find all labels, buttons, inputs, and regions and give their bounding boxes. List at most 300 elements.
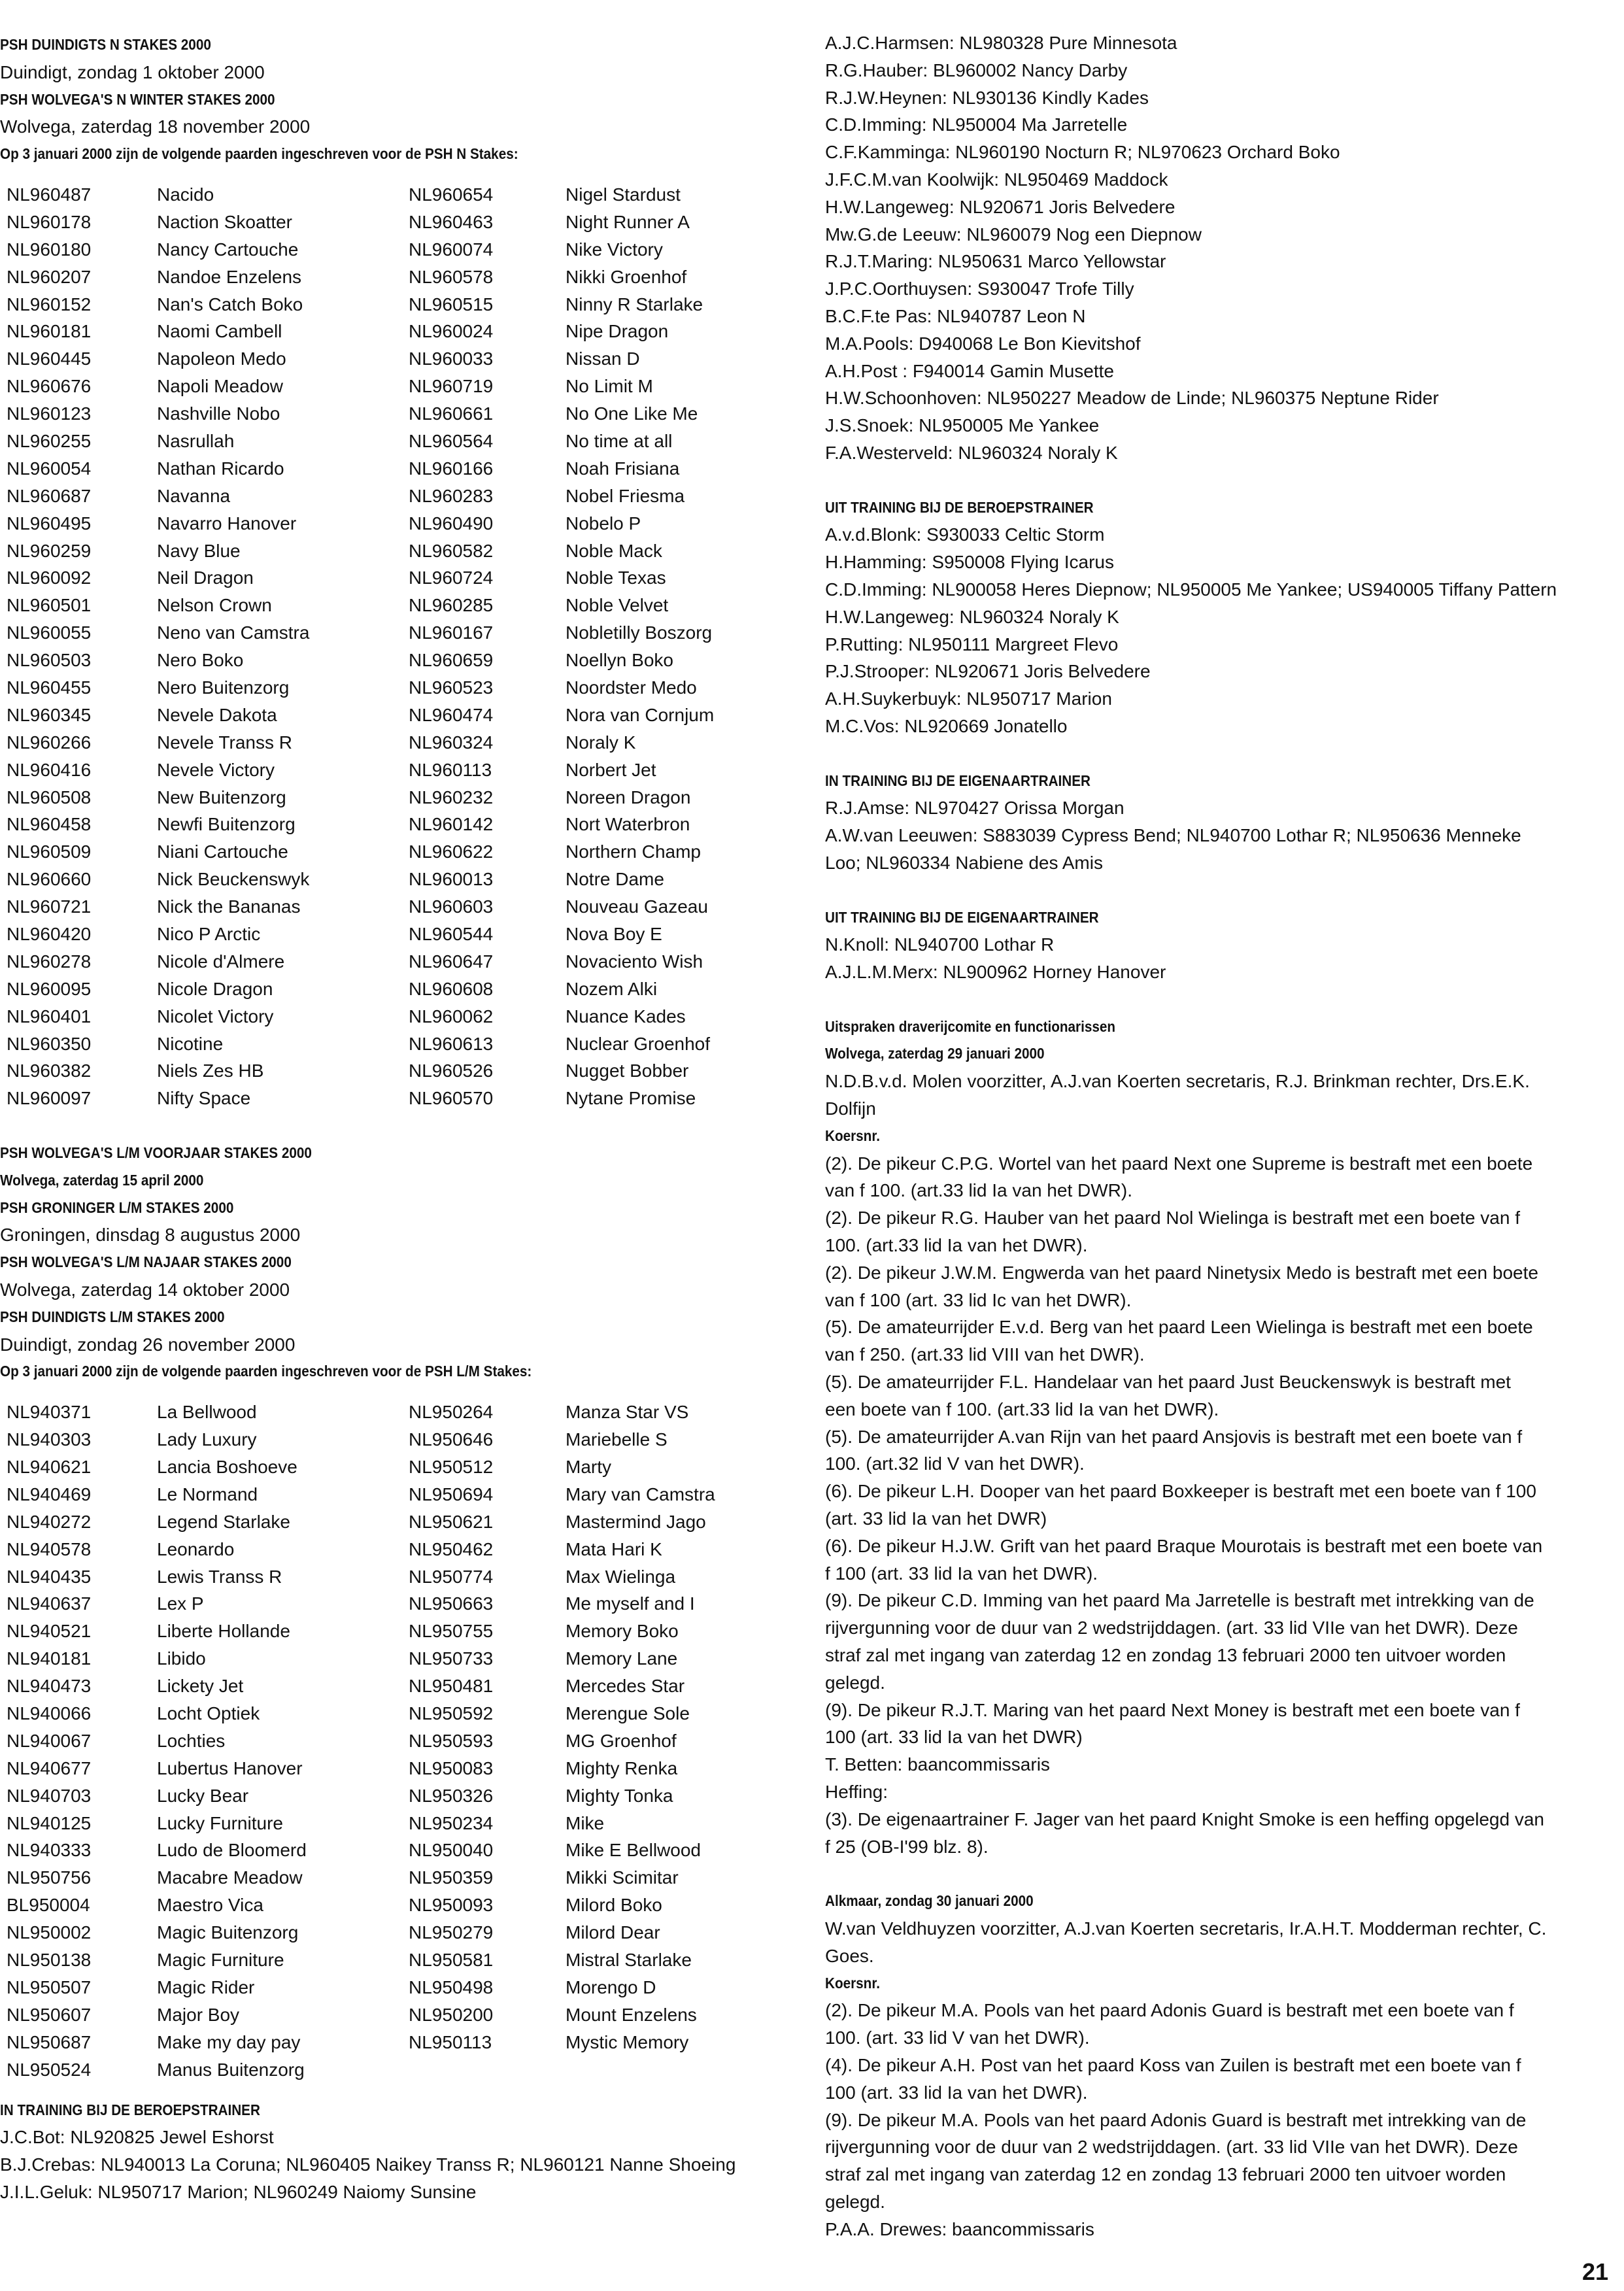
n-stakes-intro (0, 31, 804, 168)
registration-number: NL960095 (7, 978, 92, 999)
horse-name: Ludo de Bloomerd (157, 1840, 307, 1861)
registration-number: NL960508 (7, 787, 92, 807)
horse-name: Napoli Meadow (157, 376, 283, 397)
table-row (0, 702, 804, 729)
horse-name: Mike E Bellwood (566, 1840, 701, 1861)
registration-number: NL960501 (7, 595, 92, 616)
text-line: J.C.Bot: NL920825 Jewel Eshorst (0, 2127, 274, 2148)
text-line: (6). De pikeur L.H. Dooper van het paard Boxkeeper is bestraft met een boete van f 100 (825, 1481, 1536, 1502)
text-line: H.W.Langeweg: NL960324 Noraly K (825, 606, 1119, 627)
horse-name: Lex P (157, 1593, 204, 1614)
text-line: R.J.W.Heynen: NL930136 Kindly Kades (825, 87, 1149, 108)
registration-number: NL960659 (409, 650, 494, 671)
horse-name: Noble Velvet (566, 595, 669, 616)
registration-number: NL960445 (7, 348, 92, 369)
table-row (0, 2029, 804, 2056)
table-row (0, 1727, 804, 1755)
section-heading: UIT TRAINING BIJ DE EIGENAARTRAINER (825, 908, 1099, 926)
section-heading: Alkmaar, zondag 30 januari 2000 (825, 1892, 1034, 1910)
registration-number: NL940066 (7, 1703, 92, 1724)
registration-number: NL950138 (7, 1950, 92, 1971)
registration-number: NL960608 (409, 978, 494, 999)
registration-number: NL950694 (409, 1484, 494, 1504)
uit-training-eigenaartrainer (825, 904, 1619, 986)
text-line: straf zal met ingang van zaterdag 12 en zondag 13 februari 2000 ten uitvoer worden (825, 1645, 1506, 1666)
table-row (0, 674, 804, 702)
horse-name: Nozem Alki (566, 978, 658, 999)
registration-number: NL960474 (409, 704, 494, 725)
text-line: R.J.Amse: NL970427 Orissa Morgan (825, 798, 1125, 819)
horse-name: Naomi Cambell (157, 321, 282, 342)
horse-name: Le Normand (157, 1484, 258, 1504)
horse-name: Memory Lane (566, 1648, 678, 1669)
table-row (0, 181, 804, 209)
text-line: (3). De eigenaartrainer F. Jager van het paard Knight Smoke is een heffing opgelegd van (825, 1808, 1544, 1829)
registration-number: NL940272 (7, 1511, 92, 1532)
horse-name: Liberte Hollande (157, 1621, 290, 1642)
text-line: Heffing: (825, 1782, 888, 1802)
text-line: Wolvega, zaterdag 14 oktober 2000 (0, 1280, 290, 1300)
horse-name: Niels Zes HB (157, 1061, 264, 1081)
registration-number: NL960570 (409, 1088, 494, 1109)
text-line: gelegd. (825, 1672, 885, 1693)
horse-name: Nuance Kades (566, 1006, 686, 1027)
horse-name: Nashville Nobo (157, 403, 280, 424)
horse-name: Magic Buitenzorg (157, 1922, 299, 1943)
section-heading: Koersnr. (825, 1974, 880, 1992)
horse-name: Nico P Arctic (157, 924, 261, 945)
horse-name: Navy Blue (157, 540, 241, 561)
lm-stakes-entries-table (0, 1399, 804, 2083)
text-line: 100. (art.33 lid Ia van het DWR). (825, 1235, 1088, 1256)
horse-name: Mystic Memory (566, 2031, 689, 2052)
horse-name: Lochties (157, 1730, 226, 1751)
registration-number: NL960167 (409, 622, 494, 643)
table-row (0, 948, 804, 976)
horse-name: Niani Cartouche (157, 841, 288, 862)
horse-name: Nicole Dragon (157, 978, 273, 999)
text-line: 100 (art. 33 lid Ia van het DWR) (825, 1727, 1083, 1748)
text-line: C.D.Imming: NL950004 Ma Jarretelle (825, 114, 1128, 135)
horse-name: Navanna (157, 485, 231, 506)
registration-number: NL960142 (409, 814, 494, 835)
table-row (0, 1892, 804, 1919)
text-line: Goes. (825, 1945, 874, 1966)
horse-name: Lickety Jet (157, 1676, 244, 1697)
text-line: van f 100. (art.33 lid Ia van het DWR). (825, 1180, 1132, 1201)
horse-name: Nobelo P (566, 513, 641, 534)
horse-name: Mistral Starlake (566, 1950, 692, 1971)
horse-name: Norbert Jet (566, 759, 656, 780)
registration-number: NL940621 (7, 1457, 92, 1478)
registration-number: NL960490 (409, 513, 494, 534)
registration-number: NL950593 (409, 1730, 494, 1751)
registration-number: NL960013 (409, 869, 494, 890)
registration-number: NL960382 (7, 1061, 92, 1081)
table-row (0, 976, 804, 1003)
horse-name: Manus Buitenzorg (157, 2059, 305, 2080)
horse-name: Morengo D (566, 1977, 656, 1997)
text-line: H.Hamming: S950008 Flying Icarus (825, 552, 1114, 573)
table-row (0, 1563, 804, 1591)
text-line: Groningen, dinsdag 8 augustus 2000 (0, 1225, 301, 1246)
horse-name: Nytane Promise (566, 1088, 696, 1109)
table-row (0, 1946, 804, 1974)
registration-number: NL940469 (7, 1484, 92, 1504)
horse-name: Nouveau Gazeau (566, 896, 708, 917)
table-row (0, 1590, 804, 1618)
registration-number: NL960526 (409, 1061, 494, 1081)
text-line: B.C.F.te Pas: NL940787 Leon N (825, 305, 1086, 326)
text-line: P.J.Strooper: NL920671 Joris Belvedere (825, 661, 1151, 682)
registration-number: NL960123 (7, 403, 92, 424)
registration-number: NL940473 (7, 1676, 92, 1697)
horse-name: Night Runner A (566, 211, 690, 232)
table-row (0, 318, 804, 345)
horse-name: Libido (157, 1648, 206, 1669)
registration-number: NL950093 (409, 1895, 494, 1916)
horse-name: Nort Waterbron (566, 814, 690, 835)
horse-name: Nero Boko (157, 650, 244, 671)
table-row (0, 921, 804, 948)
table-row (0, 1645, 804, 1672)
horse-name: Locht Optiek (157, 1703, 260, 1724)
registration-number: NL960647 (409, 951, 494, 972)
registration-number: NL950113 (409, 2031, 492, 2052)
text-line: 100. (art.32 lid V van het DWR). (825, 1453, 1085, 1474)
text-line: Duindigt, zondag 1 oktober 2000 (0, 61, 265, 82)
horse-name: Nigel Stardust (566, 184, 681, 205)
text-line: J.P.C.Oorthuysen: S930047 Trofe Tilly (825, 279, 1134, 299)
horse-name: Nipe Dragon (566, 321, 669, 342)
table-row (0, 1974, 804, 2001)
horse-name: Navarro Hanover (157, 513, 297, 534)
horse-name: Major Boy (157, 2004, 240, 2025)
horse-name: Novaciento Wish (566, 951, 703, 972)
horse-name: Nikki Groenhof (566, 266, 687, 287)
registration-number: NL960232 (409, 787, 494, 807)
text-line: P.A.A. Drewes: baancommissaris (825, 2218, 1094, 2239)
horse-name: Merengue Sole (566, 1703, 690, 1724)
horse-name: Napoleon Medo (157, 348, 286, 369)
registration-number: NL940125 (7, 1812, 92, 1833)
table-row (0, 1536, 804, 1563)
registration-number: NL960255 (7, 431, 92, 451)
horse-name: Legend Starlake (157, 1511, 290, 1532)
horse-name: Lewis Transs R (157, 1566, 282, 1587)
horse-name: Noah Frisiana (566, 458, 680, 479)
text-line: (2). De pikeur J.W.M. Engwerda van het paard Ninetysix Medo is bestraft met een boete (825, 1262, 1538, 1283)
horse-name: Marty (566, 1457, 611, 1478)
horse-name: Lucky Furniture (157, 1812, 283, 1833)
horse-name: Nora van Cornjum (566, 704, 715, 725)
registration-number: NL960033 (409, 348, 494, 369)
horse-name: Nicole d'Almere (157, 951, 285, 972)
table-row (0, 1919, 804, 1946)
text-line: Loo; NL960334 Nabiene des Amis (825, 852, 1103, 873)
horse-name: Nike Victory (566, 239, 663, 260)
table-row (0, 1618, 804, 1645)
table-row (0, 1453, 804, 1481)
text-line: A.v.d.Blonk: S930033 Celtic Storm (825, 524, 1105, 545)
horse-name: Nugget Bobber (566, 1061, 689, 1081)
registration-number: NL950756 (7, 1867, 92, 1888)
registration-number: NL960259 (7, 540, 92, 561)
registration-number: NL960166 (409, 458, 494, 479)
text-line: van f 100 (art. 33 lid Ic van het DWR). (825, 1289, 1132, 1310)
table-row (0, 373, 804, 400)
table-row (0, 756, 804, 784)
text-line: (9). De pikeur R.J.T. Maring van het paard Next Money is bestraft met een boete van f (825, 1699, 1520, 1720)
registration-number: NL960324 (409, 732, 494, 753)
section-heading: PSH DUINDIGTS L/M STAKES 2000 (0, 1308, 225, 1325)
table-row (0, 811, 804, 838)
uitspraken-wolvega (825, 1013, 1619, 1861)
registration-number: NL960721 (7, 896, 92, 917)
registration-number: NL940303 (7, 1429, 92, 1450)
text-line: (9). De pikeur C.D. Imming van het paard Ma Jarretelle is bestraft met intrekking van de (825, 1590, 1534, 1611)
section-heading: PSH WOLVEGA'S L/M VOORJAAR STAKES 2000 (0, 1144, 312, 1162)
table-row (0, 2001, 804, 2029)
table-row (0, 1003, 804, 1030)
horse-name: Nissan D (566, 348, 640, 369)
registration-number: NL960278 (7, 951, 92, 972)
horse-name: Nick Beuckenswyk (157, 869, 310, 890)
horse-name: Neil Dragon (157, 568, 254, 588)
registration-number: NL960719 (409, 376, 494, 397)
table-row (0, 1837, 804, 1864)
registration-number: NL960544 (409, 924, 494, 945)
horse-name: No time at all (566, 431, 673, 451)
horse-name: Nevele Transs R (157, 732, 292, 753)
section-heading: Op 3 januari 2000 zijn de volgende paarden ingeschreven voor de PSH N Stakes: (0, 145, 518, 163)
text-line: (4). De pikeur A.H. Post van het paard Koss van Zuilen is bestraft met een boete van f (825, 2054, 1521, 2075)
registration-number: NL960523 (409, 677, 494, 698)
registration-number: NL950326 (409, 1785, 494, 1806)
registration-number: NL960487 (7, 184, 92, 205)
registration-number: NL960401 (7, 1006, 92, 1027)
registration-number: NL960455 (7, 677, 92, 698)
right-column (825, 0, 1619, 2243)
text-line: rijvergunning voor de duur van 2 wedstrijddagen. (art. 33 lid VIIe van het DWR). Deze (825, 1618, 1518, 1638)
text-line: J.I.L.Geluk: NL950717 Marion; NL960249 Naiomy Sunsine (0, 2181, 477, 2202)
registration-number: NL960283 (409, 485, 494, 506)
horse-name: Nero Buitenzorg (157, 677, 290, 698)
registration-number: NL960055 (7, 622, 92, 643)
horse-name: Lucky Bear (157, 1785, 249, 1806)
horse-name: Nelson Crown (157, 595, 272, 616)
horse-name: Ninny R Starlake (566, 294, 703, 314)
horse-name: Mata Hari K (566, 1538, 662, 1559)
text-line: (5). De amateurrijder E.v.d. Berg van het paard Leen Wielinga is bestraft met een boete (825, 1317, 1533, 1338)
horse-name: Nicolet Victory (157, 1006, 274, 1027)
table-row (0, 1057, 804, 1085)
registration-number: NL940067 (7, 1730, 92, 1751)
table-row (0, 345, 804, 373)
horse-name: Macabre Meadow (157, 1867, 303, 1888)
registration-number: NL960062 (409, 1006, 494, 1027)
horse-name: Memory Boko (566, 1621, 679, 1642)
text-line: H.W.Langeweg: NL920671 Joris Belvedere (825, 196, 1176, 217)
horse-name: Milord Boko (566, 1895, 662, 1916)
table-row (0, 838, 804, 866)
registration-number: NL950524 (7, 2059, 92, 2080)
table-row (0, 784, 804, 811)
registration-number: NL960676 (7, 376, 92, 397)
registration-number: NL960564 (409, 431, 494, 451)
section-heading: Uitspraken draverijcomite en functionarissen (825, 1017, 1116, 1035)
horse-name: Newfi Buitenzorg (157, 814, 296, 835)
text-line: (art. 33 lid Ia van het DWR) (825, 1508, 1047, 1529)
table-row (0, 564, 804, 592)
table-row (0, 1426, 804, 1453)
table-row (0, 291, 804, 318)
registration-number: NL950507 (7, 1977, 92, 1997)
registration-number: NL960654 (409, 184, 494, 205)
text-line: C.D.Imming: NL900058 Heres Diepnow; NL950005 Me Yankee; US940005 Tiffany Pattern (825, 579, 1557, 600)
table-row (0, 263, 804, 291)
text-line: J.S.Snoek: NL950005 Me Yankee (825, 415, 1100, 436)
table-row (0, 1481, 804, 1508)
section-heading: UIT TRAINING BIJ DE BEROEPSTRAINER (825, 498, 1094, 516)
table-row (0, 400, 804, 428)
text-line: F.A.Westerveld: NL960324 Noraly K (825, 442, 1118, 463)
registration-number: NL960207 (7, 266, 92, 287)
horse-name: Nobel Friesma (566, 485, 685, 506)
table-row (0, 1810, 804, 1837)
registration-number: NL960097 (7, 1088, 92, 1109)
horse-name: Maestro Vica (157, 1895, 263, 1916)
horse-name: Mastermind Jago (566, 1511, 706, 1532)
table-row (0, 893, 804, 921)
registration-number: NL940333 (7, 1840, 92, 1861)
horse-name: Notre Dame (566, 869, 664, 890)
registration-number: NL950621 (409, 1511, 494, 1532)
text-line: J.F.C.M.van Koolwijk: NL950469 Maddock (825, 169, 1168, 190)
registration-number: NL950646 (409, 1429, 494, 1450)
horse-name: Magic Furniture (157, 1950, 284, 1971)
horse-name: Nevele Victory (157, 759, 275, 780)
horse-name: Max Wielinga (566, 1566, 676, 1587)
table-row (0, 1085, 804, 1112)
lm-stakes-intro (0, 1140, 804, 1385)
text-line: A.J.C.Harmsen: NL980328 Pure Minnesota (825, 33, 1177, 53)
table-row (0, 1508, 804, 1536)
horse-name: La Bellwood (157, 1402, 257, 1423)
horse-name: Nancy Cartouche (157, 239, 299, 260)
registration-number: NL950462 (409, 1538, 494, 1559)
horse-name: Naction Skoatter (157, 211, 292, 232)
section-heading: IN TRAINING BIJ DE BEROEPSTRAINER (0, 2101, 260, 2118)
horse-name: Me myself and I (566, 1593, 695, 1614)
table-row (0, 455, 804, 483)
text-line: f 100 (art. 33 lid Ia van het DWR). (825, 1563, 1098, 1584)
trainer-list-continued (825, 29, 1619, 467)
uitspraken-alkmaar (825, 1888, 1619, 2243)
text-line: N.D.B.v.d. Molen voorzitter, A.J.van Koerten secretaris, R.J. Brinkman rechter, Drs.E.K. (825, 1071, 1530, 1092)
registration-number: NL960495 (7, 513, 92, 534)
text-line: 100 (art. 33 lid Ia van het DWR). (825, 2082, 1088, 2103)
horse-name: Nifty Space (157, 1088, 251, 1109)
registration-number: NL950774 (409, 1566, 494, 1587)
table-row (0, 647, 804, 674)
table-row (0, 1672, 804, 1700)
registration-number: NL950359 (409, 1867, 494, 1888)
section-heading: IN TRAINING BIJ DE EIGENAARTRAINER (825, 772, 1091, 789)
text-line: (2). De pikeur C.P.G. Wortel van het paard Next one Supreme is bestraft met een boete (825, 1153, 1533, 1174)
horse-name: Noraly K (566, 732, 636, 753)
registration-number: NL950083 (409, 1757, 494, 1778)
table-row (0, 1755, 804, 1782)
registration-number: NL950234 (409, 1812, 494, 1833)
n-stakes-entries-table (0, 181, 804, 1112)
section-heading: Wolvega, zaterdag 15 april 2000 (0, 1171, 204, 1189)
section-heading: Koersnr. (825, 1127, 880, 1144)
registration-number: NL960724 (409, 568, 494, 588)
horse-name: Nobletilly Boszorg (566, 622, 713, 643)
table-row (0, 619, 804, 647)
horse-name: No Limit M (566, 376, 653, 397)
left-column (0, 0, 804, 2206)
text-line: P.Rutting: NL950111 Margreet Flevo (825, 634, 1119, 654)
registration-number: NL960458 (7, 814, 92, 835)
registration-number: NL960113 (409, 759, 492, 780)
table-row (0, 866, 804, 893)
text-line: R.J.T.Maring: NL950631 Marco Yellowstar (825, 251, 1166, 272)
registration-number: BL950004 (7, 1895, 90, 1916)
registration-number: NL940677 (7, 1757, 92, 1778)
horse-name: Noellyn Boko (566, 650, 673, 671)
horse-name: Mighty Renka (566, 1757, 678, 1778)
table-row (0, 729, 804, 756)
registration-number: NL950200 (409, 2004, 494, 2025)
table-row (0, 483, 804, 510)
text-line: R.G.Hauber: BL960002 Nancy Darby (825, 59, 1128, 80)
horse-name: Nathan Ricardo (157, 458, 284, 479)
registration-number: NL950663 (409, 1593, 494, 1614)
horse-name: Mariebelle S (566, 1429, 668, 1450)
registration-number: NL960178 (7, 211, 92, 232)
text-line: Wolvega, zaterdag 18 november 2000 (0, 116, 311, 137)
text-line: A.H.Suykerbuyk: NL950717 Marion (825, 688, 1112, 709)
registration-number: NL940181 (7, 1648, 92, 1669)
table-row (0, 1399, 804, 1426)
registration-number: NL940435 (7, 1566, 92, 1587)
text-line: A.J.L.M.Merx: NL900962 Horney Hanover (825, 962, 1166, 983)
registration-number: NL960180 (7, 239, 92, 260)
horse-name: Nuclear Groenhof (566, 1033, 711, 1054)
horse-name: Nan's Catch Boko (157, 294, 303, 314)
horse-name: Noordster Medo (566, 677, 697, 698)
horse-name: Make my day pay (157, 2031, 301, 2052)
registration-number: NL950498 (409, 1977, 494, 1997)
text-line: rijvergunning voor de duur van 2 wedstrijddagen. (art. 33 lid VIIe van het DWR). Deze (825, 2137, 1518, 2158)
registration-number: NL960515 (409, 294, 494, 314)
registration-number: NL960345 (7, 704, 92, 725)
registration-number: NL950607 (7, 2004, 92, 2025)
text-line: (5). De amateurrijder F.L. Handelaar van het paard Just Beuckenswyk is bestraft met (825, 1372, 1511, 1393)
text-line: (5). De amateurrijder A.van Rijn van het paard Ansjovis is bestraft met een boete van f (825, 1426, 1523, 1447)
registration-number: NL950755 (409, 1621, 494, 1642)
in-training-beroepstrainer-left (0, 2097, 804, 2206)
table-row (0, 1030, 804, 1058)
text-line: f 25 (OB-I'99 blz. 8). (825, 1836, 989, 1857)
registration-number: NL960285 (409, 595, 494, 616)
registration-number: NL940371 (7, 1402, 92, 1423)
text-line: A.W.van Leeuwen: S883039 Cypress Bend; NL940700 Lothar R; NL950636 Menneke (825, 825, 1521, 846)
table-row (0, 592, 804, 619)
horse-name: Nasrullah (157, 431, 235, 451)
